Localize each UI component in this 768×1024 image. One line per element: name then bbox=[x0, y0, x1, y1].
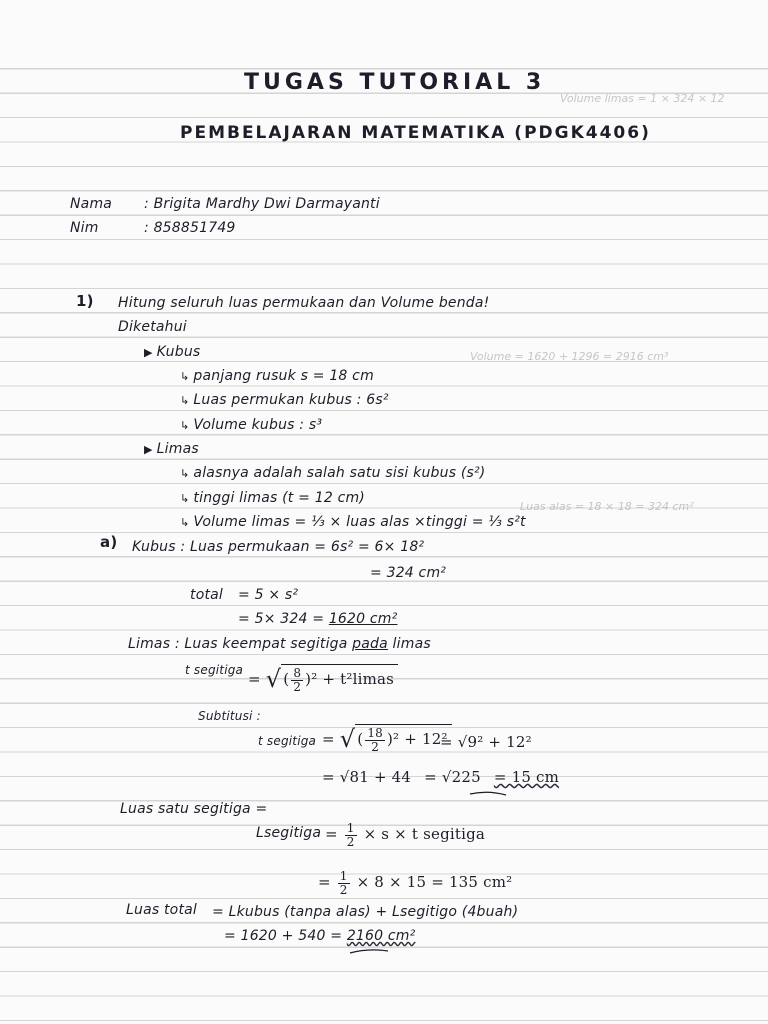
calc-tail: × 8 × 15 = 135 cm² bbox=[356, 873, 513, 892]
fraction-numerator: 1 bbox=[346, 821, 355, 835]
arrow-bullet-icon: ▶ bbox=[144, 443, 153, 456]
pyramid-label: Limas bbox=[156, 441, 199, 457]
t-sub-label: t segitiga bbox=[258, 734, 317, 748]
t-segitiga-label: t segitiga bbox=[185, 663, 244, 677]
known-label: Diketahui bbox=[118, 319, 187, 335]
limas-heading-tail: limas bbox=[387, 636, 431, 652]
total-label: total bbox=[190, 587, 224, 603]
total-formula: = 5 × s² bbox=[238, 587, 299, 603]
pyramid-item-text: Volume limas = ⅓ × luas alas ×tinggi = ⅓ s²t bbox=[193, 514, 526, 530]
root-line-result: = 15 cm bbox=[493, 768, 560, 786]
t-substitution-formula: = √ ( $\frac{18}{2}$ )² + 12² bbox=[322, 724, 452, 753]
limas-heading-underlined: pada bbox=[352, 636, 388, 652]
arrow-bullet-icon: ↳ bbox=[180, 394, 190, 407]
cube-item-text: panjang rusuk s = 18 cm bbox=[193, 368, 374, 384]
root-line-b: = √225 bbox=[424, 768, 481, 786]
name-label: Nama bbox=[70, 196, 113, 212]
question-prompt: Hitung seluruh luas permukaan dan Volume benda! bbox=[118, 295, 490, 311]
luas-total-label: Luas total bbox=[126, 902, 198, 918]
fraction-denominator: 2 bbox=[371, 739, 380, 754]
bleed-through-3: Luas alas = 18 × 18 = 324 cm² bbox=[520, 500, 694, 513]
pyramid-item-text: alasnya adalah salah satu sisi kubus (s²) bbox=[193, 465, 486, 481]
fraction-numerator: 8 bbox=[293, 666, 302, 680]
result-underline-stroke bbox=[470, 792, 506, 795]
equals-sign: = bbox=[325, 825, 338, 844]
bleed-through-1: Volume limas = 1 × 324 × 12 bbox=[560, 92, 725, 105]
cube-item-text: Luas permukan kubus : 6s² bbox=[193, 392, 389, 408]
arrow-bullet-icon: ▶ bbox=[144, 346, 153, 359]
total-calc-text: = 5× 324 = bbox=[238, 611, 325, 627]
cube-area-line: Kubus : Luas permukaan = 6s² = 6× 18² bbox=[132, 539, 425, 555]
luas-total-result: 2160 cm² bbox=[346, 928, 416, 944]
name-value: : Brigita Mardhy Dwi Darmayanti bbox=[144, 196, 380, 212]
arrow-bullet-icon: ↳ bbox=[180, 492, 190, 505]
pyramid-item-text: tinggi limas (t = 12 cm) bbox=[193, 490, 365, 506]
arrow-bullet-icon: ↳ bbox=[180, 419, 190, 432]
fraction-denominator: 2 bbox=[339, 882, 348, 897]
arrow-bullet-icon: ↳ bbox=[180, 467, 190, 480]
radical-body: ( $\frac{8}{2}$ )² + t²limas bbox=[281, 664, 398, 693]
square-root-icon: √ bbox=[265, 665, 282, 694]
fraction-denominator: 2 bbox=[293, 679, 302, 694]
formula-mid: + 12² bbox=[404, 730, 448, 749]
limas-heading-text: Limas : Luas keempat segitiga bbox=[128, 636, 353, 652]
page-subtitle: PEMBELAJARAN MATEMATIKA (PDGK4406) bbox=[180, 123, 651, 143]
total-result: 1620 cm² bbox=[328, 611, 398, 627]
fraction-numerator: 1 bbox=[339, 869, 348, 883]
title-underline-stroke bbox=[246, 96, 530, 98]
fraction-denominator: 2 bbox=[346, 834, 355, 849]
page-title: TUGAS TUTORIAL 3 bbox=[244, 70, 546, 95]
nim-value: : 858851749 bbox=[144, 220, 236, 236]
question-number: 1) bbox=[76, 292, 94, 310]
radical-body: ( $\frac{18}{2}$ )² + 12² bbox=[355, 724, 451, 753]
cube-item-text: Volume kubus : s³ bbox=[193, 417, 323, 433]
luas-satu-label: Luas satu segitiga = bbox=[120, 801, 268, 817]
luas-total-formula: = Lkubus (tanpa alas) + Lsegitigo (4buah) bbox=[212, 904, 519, 920]
formula-tail: × s × t segitiga bbox=[363, 825, 486, 844]
arrow-bullet-icon: ↳ bbox=[180, 370, 190, 383]
total-underline-stroke bbox=[350, 950, 388, 953]
fraction-numerator: 18 bbox=[367, 726, 383, 740]
arrow-bullet-icon: ↳ bbox=[180, 516, 190, 529]
t-substitution-right: = √9² + 12² bbox=[440, 733, 532, 751]
equals-sign: = bbox=[318, 873, 331, 892]
cube-label: Kubus bbox=[156, 344, 201, 360]
equals-sign: = bbox=[248, 670, 261, 689]
nim-label: Nim bbox=[70, 220, 99, 236]
square-root-icon: √ bbox=[339, 725, 356, 754]
bleed-through-2: Volume = 1620 + 1296 = 2916 cm³ bbox=[470, 350, 669, 363]
formula-tail: + t²limas bbox=[322, 670, 395, 689]
luas-total-calc-text: = 1620 + 540 = bbox=[224, 928, 343, 944]
root-line-a: = √81 + 44 bbox=[322, 768, 412, 786]
substitution-label: Subtitusi : bbox=[198, 709, 261, 723]
part-a-label: a) bbox=[100, 533, 118, 551]
cube-area-result: = 324 cm² bbox=[370, 565, 447, 581]
lsegitiga-label: Lsegitiga bbox=[256, 825, 322, 841]
